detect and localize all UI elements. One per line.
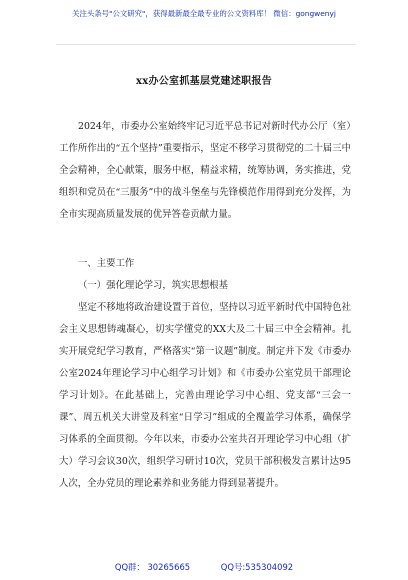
document-title: xx办公室抓基层党建述职报告 [135, 76, 273, 87]
intro-paragraph: 2024年，市委办公室始终牢记习近平总书记对新时代办公厅（室）工作所作出的“五个坚持”重要指示，坚定不移学习贯彻党的二十届三中全会精神，全心献策，服务中枢，精益求精，统筹协调，务实推进，党组织和党员在“三服务”中的战斗堡垒与先锋模范作用得到充分发挥，为全市实现高质量发展的优异答卷贡献力量。 [59, 121, 351, 220]
qq-group-number: QQ群： 30265665 [114, 562, 191, 572]
header-banner: 关注头条号"公文研究"，获得最新最全最专业的公文资料库！ 微信：gongwenyj [72, 9, 336, 18]
footer-contact [0, 561, 408, 573]
subsection-heading: （一）强化理论学习，筑实思想根基 [78, 280, 229, 291]
qq-number: QQ号:535304092 [220, 562, 294, 572]
body-paragraph: 坚定不移地将政治建设置于首位，坚持以习近平新时代中国特色社会主义思想铸魂凝心，切实学懂党的XX大及二十届三中全会精神。扎实开展党纪学习教育，严格落实“第一议题”制度。制定并下发《市委办公室2024年理论学习中心组学习计划》和《市委办公室党员干部理论学习计划》。在此基础上，完善由理论学习中心组、党支部“三会一课”、周五机关大讲堂及科室“日学习”组成的全覆盖学习体系，确保学习体系的全面贯彻。今年以来，市委办公室共召开理论学习中心组（扩大）学习会议30次，组织学习研讨10次，党员干部积极发言累计达95人次，全办党员的理论素养和业务能力得到显著提升。 [59, 302, 351, 489]
section-heading: 一、主要工作 [78, 258, 135, 269]
header-divider [56, 44, 356, 45]
